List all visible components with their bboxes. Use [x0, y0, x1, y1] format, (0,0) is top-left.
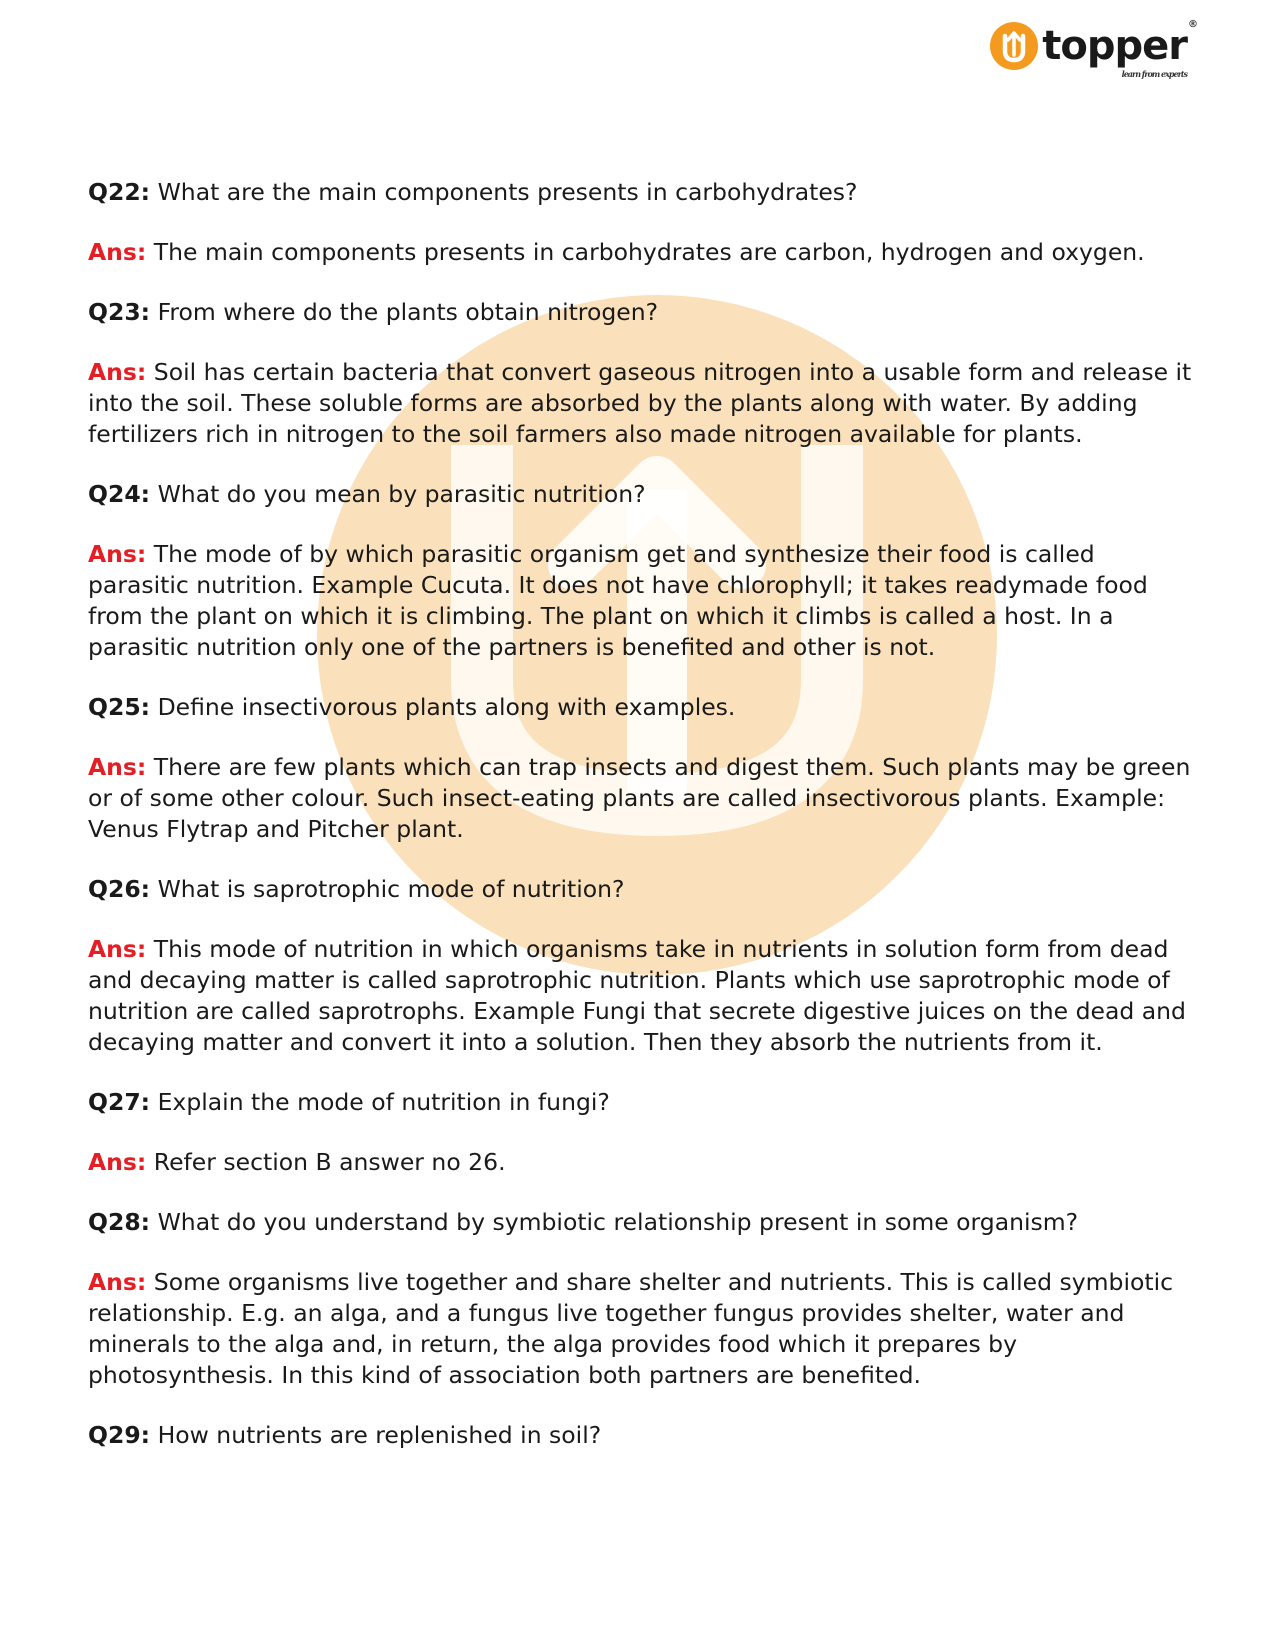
question-text: What are the main components presents in carbohydrates? — [157, 178, 858, 206]
qa-item — [88, 297, 1198, 450]
answer-text: Refer section B answer no 26. — [153, 1148, 506, 1176]
qa-item — [88, 1420, 1198, 1451]
qa-content — [88, 177, 1198, 1480]
qa-item — [88, 1087, 1198, 1178]
answer-label: Ans: — [88, 753, 147, 781]
qa-item — [88, 692, 1198, 845]
qa-item — [88, 1207, 1198, 1391]
qa-item — [88, 479, 1198, 663]
answer-label: Ans: — [88, 1148, 147, 1176]
answer-paragraph — [88, 237, 1198, 268]
question-label: Q28: — [88, 1208, 151, 1236]
question-label: Q25: — [88, 693, 151, 721]
question-text: From where do the plants obtain nitrogen? — [157, 298, 659, 326]
answer-text: This mode of nutrition in which organisms take in nutrients in solution form from dead and decaying matter is called saprotrophic nutrition. Plants which use saprotrophic mode of nutrition are called saprotrophs. Example Fungi that secrete digestive juices on the dead and decaying matter and convert it into a solution. Then they absorb the nutrients from it. — [88, 935, 1186, 1056]
question-label: Q24: — [88, 480, 151, 508]
question-text: Explain the mode of nutrition in fungi? — [157, 1088, 610, 1116]
qa-item — [88, 874, 1198, 1058]
answer-text: The mode of by which parasitic organism get and synthesize their food is called parasitic nutrition. Example Cucuta. It does not have chlorophyll; it takes readymade food from the plant on which it is climbing. The plant on which it climbs is called a host. In a parasitic nutrition only one of the partners is benefited and other is not. — [88, 540, 1148, 661]
brand-name: topper ® learn from experts — [1042, 19, 1197, 79]
answer-text: The main components presents in carbohydrates are carbon, hydrogen and oxygen. — [153, 238, 1145, 266]
answer-label: Ans: — [88, 1268, 147, 1296]
answer-paragraph — [88, 1147, 1198, 1178]
answer-label: Ans: — [88, 358, 147, 386]
question-label: Q23: — [88, 298, 151, 326]
question-text: How nutrients are replenished in soil? — [157, 1421, 602, 1449]
question-label: Q27: — [88, 1088, 151, 1116]
brand-tagline: learn from experts — [1121, 69, 1187, 79]
answer-text: There are few plants which can trap insects and digest them. Such plants may be green or of some other colour. Such insect-eating plants are called insectivorous plants. Example: Venus Flytrap and Pitcher plant. — [88, 753, 1191, 843]
question-label: Q22: — [88, 178, 151, 206]
answer-label: Ans: — [88, 935, 147, 963]
question-text: What do you mean by parasitic nutrition? — [157, 480, 646, 508]
question-text: Define insectivorous plants along with examples. — [157, 693, 736, 721]
u-logo-icon — [990, 22, 1038, 70]
registered-mark: ® — [1188, 19, 1197, 30]
answer-paragraph — [88, 752, 1198, 845]
question-label: Q29: — [88, 1421, 151, 1449]
question-text: What do you understand by symbiotic relationship present in some organism? — [157, 1208, 1079, 1236]
qa-item — [88, 177, 1198, 268]
answer-label: Ans: — [88, 238, 147, 266]
answer-label: Ans: — [88, 540, 147, 568]
question-line — [88, 1207, 1198, 1238]
topper-logo — [990, 19, 1197, 79]
question-text: What is saprotrophic mode of nutrition? — [157, 875, 625, 903]
answer-text: Some organisms live together and share shelter and nutrients. This is called symbiotic relationship. E.g. an alga, and a fungus live together fungus provides shelter, water and minerals to the alga and, in return, the alga provides food which it prepares by photosynthesis. In this kind of association both partners are benefited. — [88, 1268, 1174, 1389]
question-line — [88, 177, 1198, 208]
question-line — [88, 479, 1198, 510]
question-line — [88, 1087, 1198, 1118]
answer-paragraph — [88, 1267, 1198, 1391]
answer-paragraph — [88, 357, 1198, 450]
question-line — [88, 1420, 1198, 1451]
question-line — [88, 692, 1198, 723]
answer-text: Soil has certain bacteria that convert gaseous nitrogen into a usable form and release it into the soil. These soluble forms are absorbed by the plants along with water. By adding fertilizers rich in nitrogen to the soil farmers also made nitrogen available for plants. — [88, 358, 1192, 448]
question-line — [88, 874, 1198, 905]
answer-paragraph — [88, 539, 1198, 663]
question-line — [88, 297, 1198, 328]
question-label: Q26: — [88, 875, 151, 903]
answer-paragraph — [88, 934, 1198, 1058]
